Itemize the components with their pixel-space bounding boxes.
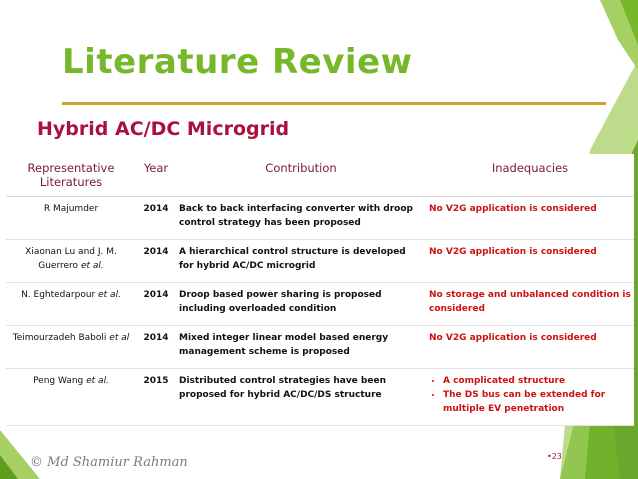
- slide-subtitle: Hybrid AC/DC Microgrid: [37, 118, 290, 140]
- table-header-row: [6, 154, 634, 197]
- cell-contribution: Mixed integer linear model based energy management scheme is proposed: [176, 326, 426, 369]
- cell-year: 2014: [136, 197, 176, 240]
- author-et-al: et al.: [86, 376, 109, 386]
- author-name: Teimourzadeh Baboli: [12, 333, 107, 343]
- cell-year: 2014: [136, 283, 176, 326]
- title-underline: [62, 102, 606, 105]
- cell-contribution: A hierarchical control structure is developed for hybrid AC/DC microgrid: [176, 240, 426, 283]
- cell-year: 2014: [136, 240, 176, 283]
- table-row: [6, 197, 634, 240]
- cell-inadequacies: [426, 240, 634, 283]
- inadequacy-text: No V2G application is considered: [429, 247, 597, 257]
- header-inadequacies: Inadequacies: [426, 154, 634, 197]
- page-number: •23: [547, 452, 562, 461]
- cell-literature: [6, 197, 136, 240]
- cell-literature: [6, 326, 136, 369]
- cell-inadequacies: [426, 326, 634, 369]
- author-et-al: et al: [109, 333, 130, 343]
- author-name: N. Eghtedarpour: [21, 290, 96, 300]
- table-row: [6, 369, 634, 426]
- cell-literature: [6, 369, 136, 426]
- inadequacy-list: [429, 374, 631, 416]
- author-name: Xiaonan Lu and J. M. Guerrero: [25, 247, 117, 271]
- cell-literature: [6, 240, 136, 283]
- table-row: [6, 326, 634, 369]
- cell-contribution: Droop based power sharing is proposed including overloaded condition: [176, 283, 426, 326]
- author-name: Peng Wang: [33, 376, 84, 386]
- author-name: R Majumder: [43, 204, 99, 214]
- author-et-al: et al.: [98, 290, 121, 300]
- footer-credit: © Md Shamiur Rahman: [30, 455, 188, 470]
- inadequacy-text: No V2G application is considered: [429, 333, 597, 343]
- cell-inadequacies: [426, 369, 634, 426]
- slide-title: Literature Review: [62, 42, 413, 82]
- inadequacy-item: • The DS bus can be extended for multiple EV penetration: [443, 388, 631, 416]
- table-row: [6, 283, 634, 326]
- header-contribution: Contribution: [176, 154, 426, 197]
- cell-contribution: Back to back interfacing converter with droop control strategy has been proposed: [176, 197, 426, 240]
- cell-year: 2015: [136, 369, 176, 426]
- cell-inadequacies: [426, 197, 634, 240]
- cell-contribution: Distributed control strategies have been proposed for hybrid AC/DC/DS structure: [176, 369, 426, 426]
- cell-literature: [6, 283, 136, 326]
- table-row: [6, 240, 634, 283]
- header-year: Year: [136, 154, 176, 197]
- header-literatures: Representative Literatures: [6, 154, 136, 197]
- cell-year: 2014: [136, 326, 176, 369]
- inadequacy-text: No storage and unbalanced condition is considered: [429, 290, 631, 314]
- author-et-al: et al.: [80, 261, 104, 271]
- literature-table: [6, 154, 634, 426]
- inadequacy-text: No V2G application is considered: [429, 204, 597, 214]
- inadequacy-item: • A complicated structure: [443, 374, 631, 388]
- cell-inadequacies: [426, 283, 634, 326]
